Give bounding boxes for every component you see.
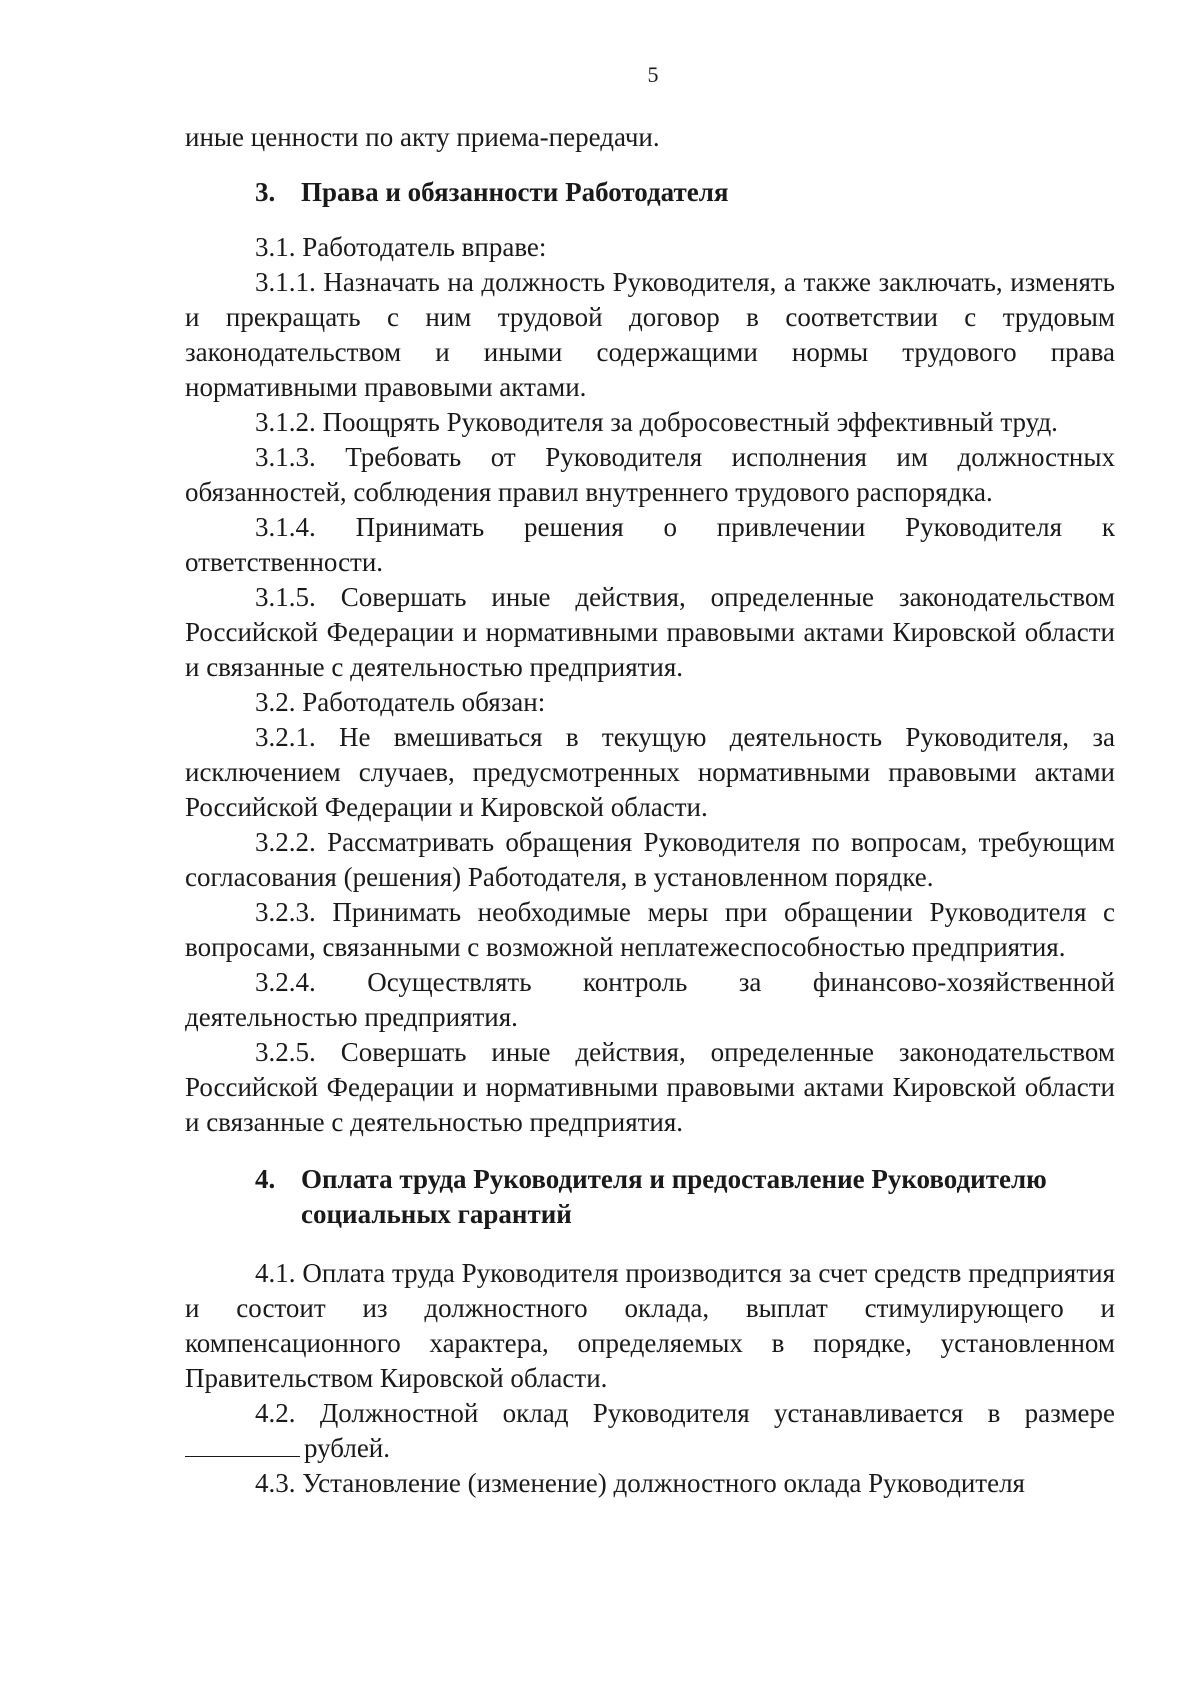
- clause-3-2-4: 3.2.4. Осуществлять контроль за финансово-хозяйственной деятельностью предприятия.: [185, 967, 1115, 1032]
- clause-3-2-2: 3.2.2. Рассматривать обращения Руководителя по вопросам, требующим согласования (решения) Работодателя, в установленном порядке.: [185, 827, 1115, 892]
- salary-amount-blank: [185, 1434, 300, 1457]
- section-3-heading: [185, 175, 1115, 210]
- clause-3-2: 3.2. Работодатель обязан:: [255, 687, 546, 717]
- clause-4-2-unit: рублей.: [304, 1433, 391, 1463]
- section-4-number: 4.: [255, 1164, 276, 1194]
- clause-3-2-5: 3.2.5. Совершать иные действия, определенные законодательством Российской Федерации и нормативными правовыми актами Кировской области и связанные с деятельностью предприятия.: [185, 1037, 1115, 1137]
- section-3-number: 3.: [255, 177, 276, 207]
- section-4-heading: [185, 1162, 1115, 1232]
- clause-3-1-1: 3.1.1. Назначать на должность Руководителя, а также заключать, изменять и прекращать с ним трудовой договор в соответствии с трудовым законодательством и иными содержащими нормы трудового права нормативными правовыми актами.: [185, 267, 1115, 402]
- clause-3-2-1: 3.2.1. Не вмешиваться в текущую деятельность Руководителя, за исключением случаев, предусмотренных нормативными правовыми актами Российской Федерации и Кировской области.: [185, 722, 1115, 822]
- clause-3-1-4: 3.1.4. Принимать решения о привлечении Руководителя к ответственности.: [185, 512, 1115, 577]
- page-number: 5: [647, 62, 659, 87]
- clause-3-1: 3.1. Работодатель вправе:: [255, 232, 547, 262]
- clause-3-1-5: 3.1.5. Совершать иные действия, определенные законодательством Российской Федерации и нормативными правовыми актами Кировской области и связанные с деятельностью предприятия.: [185, 582, 1115, 682]
- clause-4-2-text: 4.2. Должностной оклад Руководителя устанавливается в размере: [255, 1398, 1115, 1428]
- clause-4-3: 4.3. Установление (изменение) должностного оклада Руководителя: [255, 1468, 1025, 1498]
- continuation-text: иные ценности по акту приема-передачи.: [185, 122, 660, 152]
- document-body: [185, 120, 1115, 1501]
- clause-4-2: [185, 1396, 1115, 1466]
- section-4-title-line-2: социальных гарантий: [301, 1199, 572, 1229]
- clause-3-1-2: 3.1.2. Поощрять Руководителя за добросовестный эффективный труд.: [255, 407, 1058, 437]
- clause-4-1: 4.1. Оплата труда Руководителя производится за счет средств предприятия и состоит из должностного оклада, выплат стимулирующего и компенсационного характера, определяемых в порядке, установленном Правительством Кировской области.: [185, 1258, 1115, 1393]
- clause-3-2-3: 3.2.3. Принимать необходимые меры при обращении Руководителя с вопросами, связанными с возможной неплатежеспособностью предприятия.: [185, 897, 1115, 962]
- section-4-title-line-1: Оплата труда Руководителя и предоставление Руководителю: [301, 1164, 1047, 1194]
- clause-3-1-3: 3.1.3. Требовать от Руководителя исполнения им должностных обязанностей, соблюдения правил внутреннего трудового распорядка.: [185, 442, 1115, 507]
- section-3-title: Права и обязанности Работодателя: [301, 177, 729, 207]
